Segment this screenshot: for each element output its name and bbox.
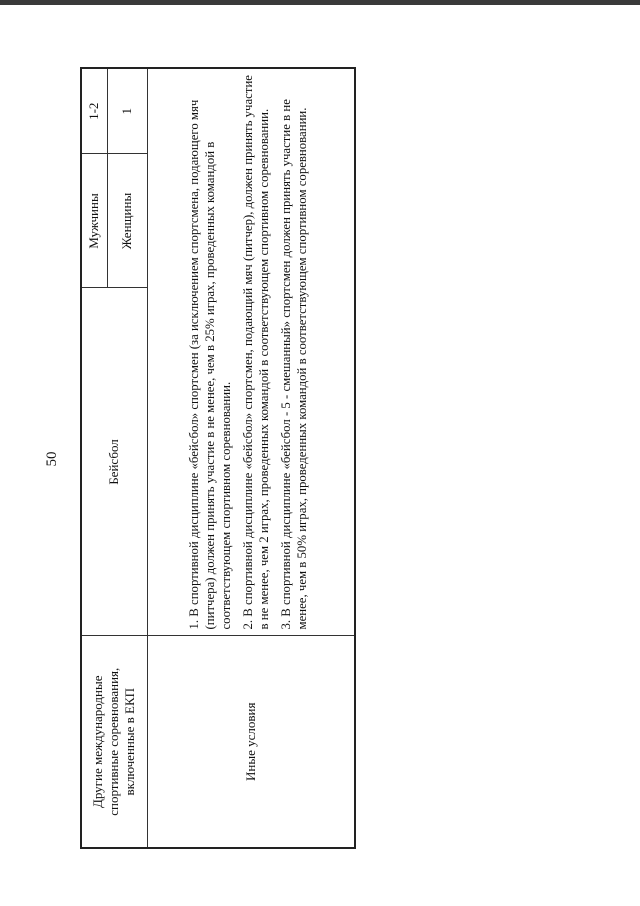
top-edge-rule (0, 0, 640, 5)
conditions-cell (147, 68, 355, 636)
condition-item-2: 2. В спортивной дисциплине «бейсбол» спортсмен, подающий мяч (питчер), должен принять участие в не менее, чем 2 играх, проведенных командой в соответствующем спортивном соревновании. (240, 75, 271, 630)
rotated-page (44, 69, 360, 849)
gender-cell-women: Женщины (107, 154, 147, 288)
condition-item-1: 1. В спортивной дисциплине «бейсбол» спортсмен (за исключением спортсмена, подающего мяч (питчера) должен принять участие в не менее, чем в 25% играх, проведенных командой в соответствующем спортивном соревновании. (186, 99, 233, 630)
gender-cell-men: Мужчины (81, 154, 107, 288)
qualification-table (80, 67, 356, 849)
conditions-label-cell: Иные условия (147, 636, 355, 848)
age-cell-men: 1-2 (81, 68, 107, 154)
competition-cell: Другие международные спортивные соревнования, включенные в ЕКП (81, 636, 147, 848)
age-cell-women: 1 (107, 68, 147, 154)
page-number: 50 (44, 451, 60, 467)
condition-item-3: 3. В спортивной дисциплине «бейсбол - 5 - смешанный» спортсмен должен принять участие в не менее, чем в 50% играх, проведенных командой в соответствующем спортивном соревновании. (278, 99, 309, 630)
discipline-cell: Бейсбол (81, 288, 147, 636)
